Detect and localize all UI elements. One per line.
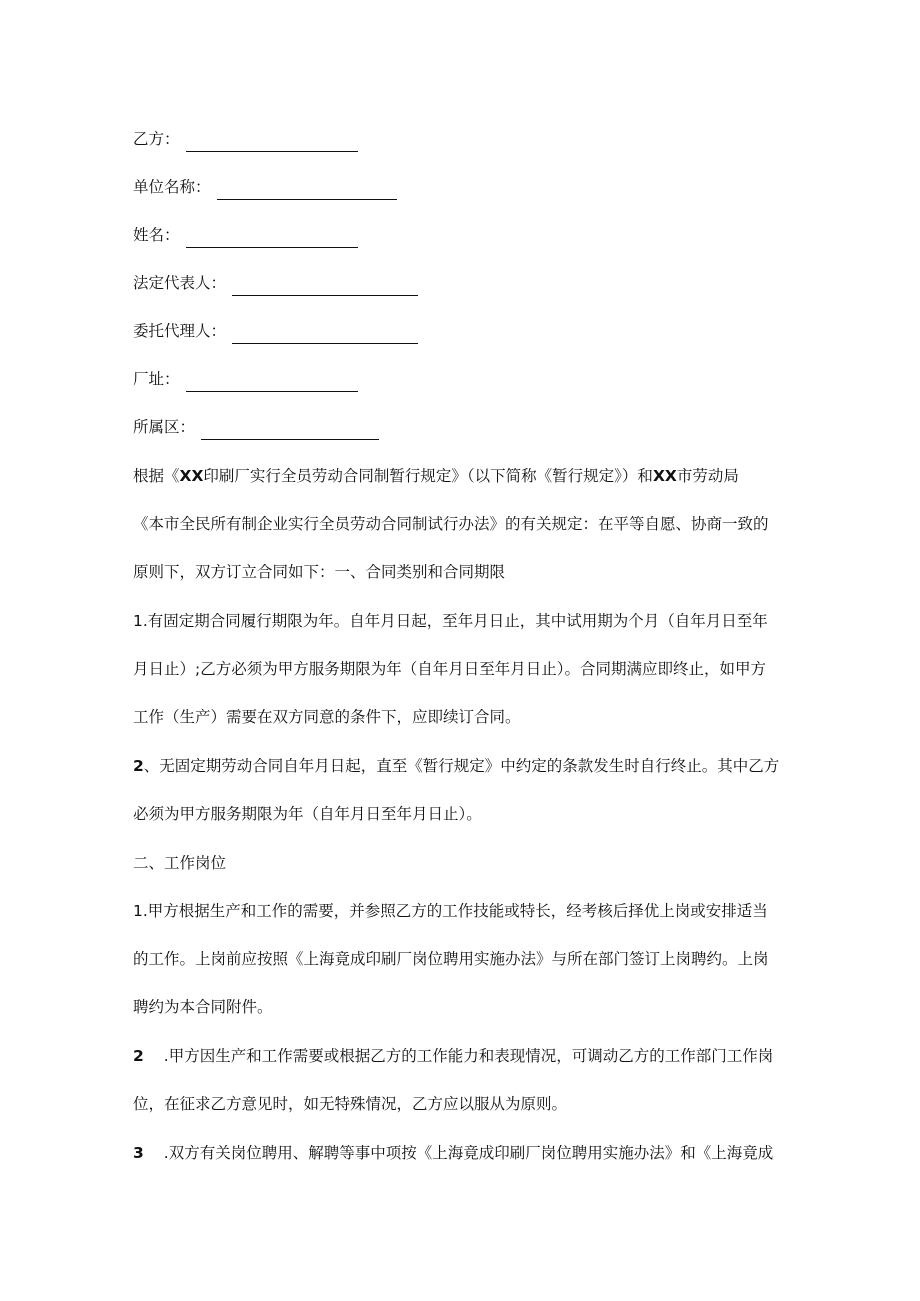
field-label: 厂址： bbox=[133, 370, 180, 388]
text-line: 原则下，双方订立合同如下：一、合同类别和合同期限 bbox=[133, 563, 506, 581]
text-run: 印刷厂实行全员劳动合同制暂行规定》（以下简称《暂行规定》）和 bbox=[203, 467, 653, 485]
field-label: 所属区： bbox=[133, 418, 196, 436]
section-heading: 二、工作岗位 bbox=[133, 854, 227, 872]
text-line: 月日止）;乙方必须为甲方服务期限为年（自年月日至年月日止）。合同期满应即终止，如甲方 bbox=[133, 660, 766, 678]
field-label: 委托代理人： bbox=[133, 322, 227, 340]
field-factory-address bbox=[133, 366, 358, 392]
blank-line bbox=[186, 229, 358, 248]
text-line: 位，在征求乙方意见时，如无特殊情况，乙方应以服从为原则。 bbox=[133, 1095, 568, 1113]
text-line: 必须为甲方服务期限为年（自年月日至年月日止）。 bbox=[133, 805, 482, 823]
field-label: 法定代表人： bbox=[133, 274, 227, 292]
text-run-bold: XX bbox=[179, 467, 204, 485]
text-line bbox=[133, 742, 793, 790]
text-run: 根据《 bbox=[133, 467, 180, 485]
blank-line bbox=[201, 421, 379, 440]
text-run: 、无固定期劳动合同自年月日起，直至《暂行规定》中约定的条款发生时自行终止。其中乙方 bbox=[143, 757, 780, 775]
section2-item1 bbox=[133, 887, 793, 1031]
text-run-bold: XX bbox=[652, 467, 677, 485]
item-number: 2 bbox=[133, 757, 144, 775]
text-line bbox=[133, 1032, 793, 1080]
section2-heading bbox=[133, 839, 793, 887]
blank-line bbox=[217, 181, 397, 200]
text-run: 市劳动局 bbox=[676, 467, 739, 485]
field-district bbox=[133, 414, 379, 440]
field-party-b bbox=[133, 126, 358, 152]
field-label: 乙方： bbox=[133, 130, 180, 148]
field-label: 姓名： bbox=[133, 226, 180, 244]
intro-paragraph bbox=[133, 452, 793, 596]
text-run: .甲方因生产和工作需要或根据乙方的工作能力和表现情况，可调动乙方的工作部门工作岗 bbox=[163, 1047, 774, 1065]
field-label: 单位名称： bbox=[133, 178, 211, 196]
blank-line bbox=[186, 373, 358, 392]
section2-item3 bbox=[133, 1129, 793, 1177]
text-line: 1.甲方根据生产和工作的需要，并参照乙方的工作技能或特长，经考核后择优上岗或安排适当 bbox=[133, 902, 768, 920]
item-number: 3 bbox=[133, 1144, 144, 1162]
field-unit-name bbox=[133, 174, 397, 200]
text-line bbox=[133, 452, 793, 500]
field-legal-representative bbox=[133, 270, 418, 296]
text-line: 的工作。上岗前应按照《上海竟成印刷厂岗位聘用实施办法》与所在部门签订上岗聘约。上岗 bbox=[133, 950, 769, 968]
blank-line bbox=[232, 277, 418, 296]
section2-item2 bbox=[133, 1032, 793, 1128]
blank-line bbox=[232, 325, 418, 344]
section1-item1 bbox=[133, 597, 793, 741]
blank-line bbox=[186, 133, 358, 152]
field-name bbox=[133, 222, 358, 248]
text-line: 工作（生产）需要在双方同意的条件下，应即续订合同。 bbox=[133, 708, 521, 726]
section1-item2 bbox=[133, 742, 793, 838]
field-authorized-agent bbox=[133, 318, 418, 344]
text-line: 1.有固定期合同履行期限为年。自年月日起，至年月日止，其中试用期为个月（自年月日至年 bbox=[133, 612, 768, 630]
text-line bbox=[133, 1129, 793, 1177]
text-line: 聘约为本合同附件。 bbox=[133, 998, 273, 1016]
text-line: 《本市全民所有制企业实行全员劳动合同制试行办法》的有关规定：在平等自愿、协商一致的 bbox=[133, 515, 769, 533]
text-run: .双方有关岗位聘用、解聘等事中项按《上海竟成印刷厂岗位聘用实施办法》和《上海竟成 bbox=[163, 1144, 774, 1162]
item-number: 2 bbox=[133, 1047, 144, 1065]
